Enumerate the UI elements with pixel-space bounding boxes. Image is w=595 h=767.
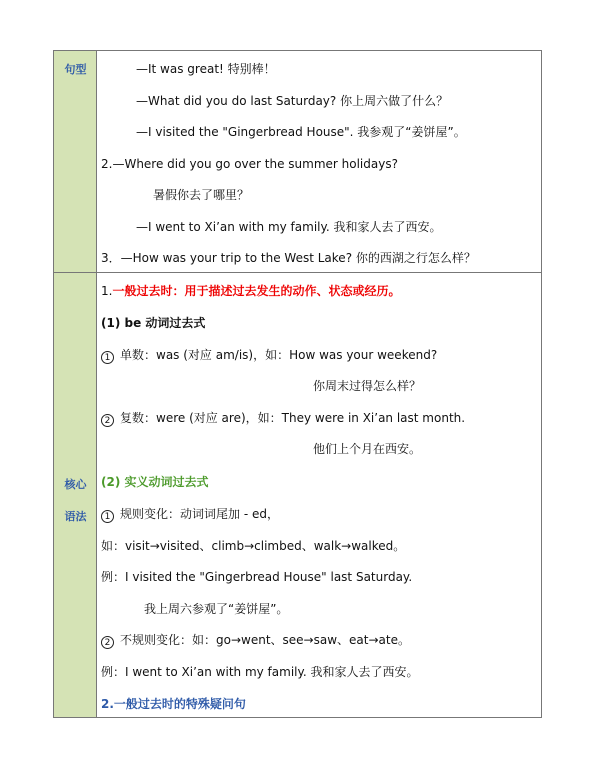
section-label-sentence-patterns: 句型 bbox=[64, 63, 87, 76]
circled-number-icon: 1 bbox=[101, 351, 114, 364]
list-item: 2 复数：were (对应 are)，如：They were in Xi’an last month. bbox=[101, 411, 465, 427]
subheading-notional-verb: (2) 实义动词过去式 bbox=[101, 475, 209, 489]
circled-number-icon: 2 bbox=[101, 414, 114, 427]
section-label-core-line1: 核心 bbox=[64, 478, 87, 491]
sentence-line: —I went to Xi’an with my family. 我和家人去了西安。 bbox=[136, 220, 442, 234]
list-item: 1 单数：was (对应 am/is)，如：How was your weekend? bbox=[101, 348, 437, 364]
circled-number-icon: 2 bbox=[101, 636, 114, 649]
grammar-heading-1: 1.一般过去时：用于描述过去发生的动作、状态或经历。 bbox=[101, 284, 401, 298]
subheading-be-verb: (1) be 动词过去式 bbox=[101, 316, 206, 330]
example-line: 例：I visited the "Gingerbread House" last Saturday. bbox=[101, 570, 413, 584]
sentence-line: 2.—Where did you go over the summer holidays? bbox=[101, 157, 398, 171]
list-item: 2 不规则变化：如：go→went、see→saw、eat→ate。 bbox=[101, 633, 410, 649]
section-label-core-line2: 语法 bbox=[64, 510, 87, 523]
sentence-line: —I visited the "Gingerbread House". 我参观了“姜饼屋”。 bbox=[136, 125, 466, 139]
translation-line: 我上周六参观了“姜饼屋”。 bbox=[144, 602, 289, 616]
sentence-line: —It was great! 特别棒！ bbox=[136, 62, 276, 76]
grammar-heading-2: 2.一般过去时的特殊疑问句 bbox=[101, 697, 246, 711]
sentence-line: 暑假你去了哪里？ bbox=[153, 188, 250, 202]
example-line: 例：I went to Xi’an with my family. 我和家人去了西安。 bbox=[101, 665, 419, 679]
example-line: 如：visit→visited、climb→climbed、walk→walked。 bbox=[101, 539, 406, 553]
circled-number-icon: 1 bbox=[101, 510, 114, 523]
sentence-line: 3．—How was your trip to the West Lake? 你的西湖之行怎么样？ bbox=[101, 251, 476, 265]
translation-line: 他们上个月在西安。 bbox=[313, 442, 422, 456]
list-item: 1 规则变化：动词词尾加 - ed， bbox=[101, 507, 279, 523]
label-column bbox=[54, 51, 97, 717]
row-divider bbox=[54, 272, 541, 273]
sentence-line: —What did you do last Saturday? 你上周六做了什么？ bbox=[136, 94, 449, 108]
translation-line: 你周末过得怎么样？ bbox=[313, 379, 422, 393]
grammar-table bbox=[53, 50, 542, 718]
